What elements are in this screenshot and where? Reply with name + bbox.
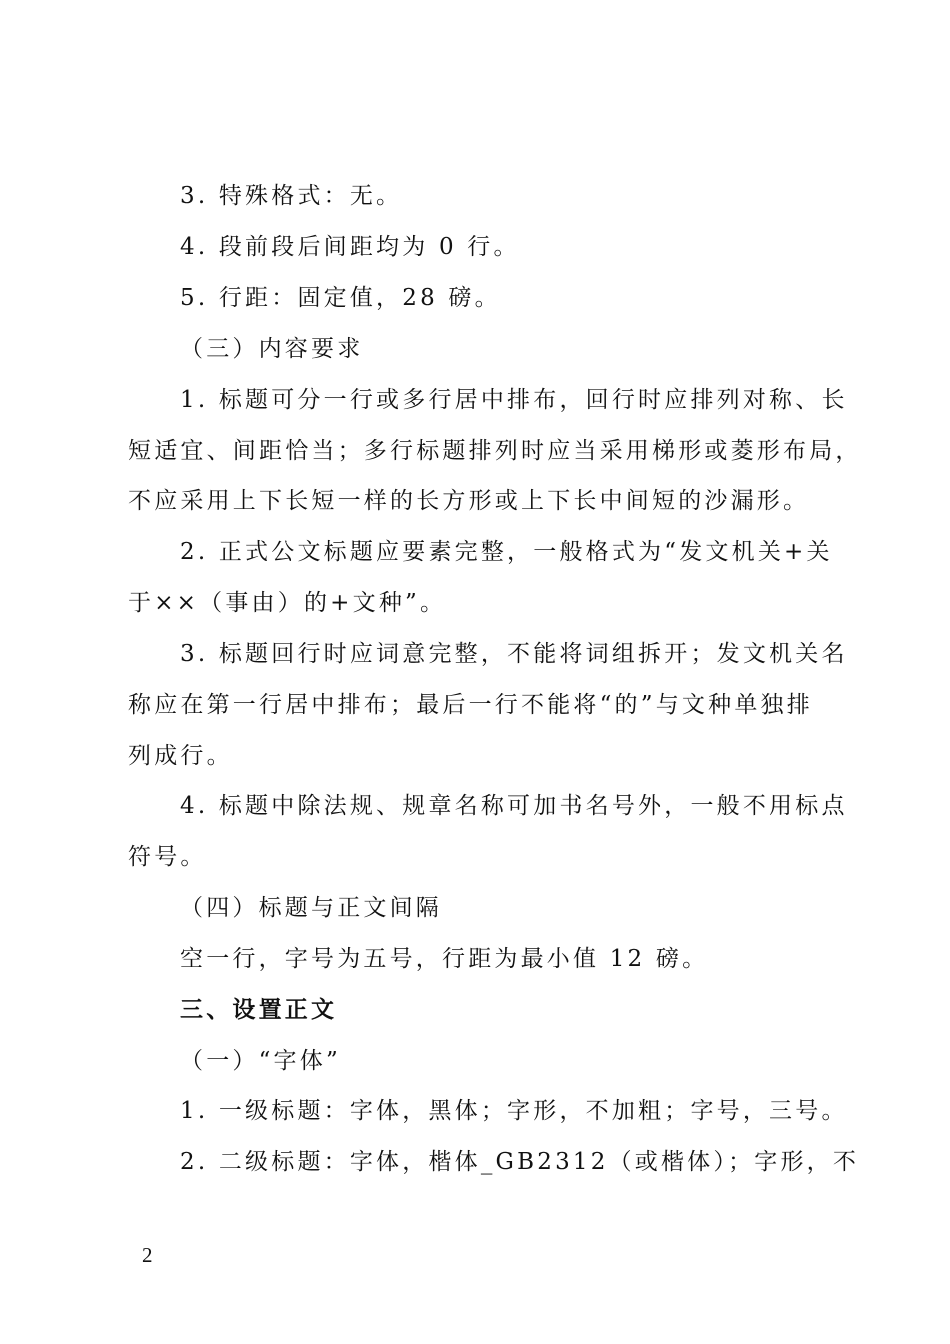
body-line: 称应在第一行居中排布；最后一行不能将“的”与文种单独排 [128, 692, 813, 718]
subheading: （三）内容要求 [180, 336, 364, 362]
body-line: 3. 标题回行时应词意完整，不能将词组拆开；发文机关名 [180, 641, 848, 667]
body-line: 1. 一级标题：字体，黑体；字形，不加粗；字号，三号。 [180, 1098, 848, 1124]
body-line: 3. 特殊格式：无。 [180, 183, 403, 209]
body-line: 短适宜、间距恰当；多行标题排列时应当采用梯形或菱形布局， [128, 438, 862, 464]
subheading: （四）标题与正文间隔 [180, 895, 442, 921]
body-line: 空一行，字号为五号，行距为最小值 12 磅。 [180, 946, 709, 972]
section-heading: 三、设置正文 [180, 996, 338, 1023]
subheading: （一）“字体” [180, 1048, 341, 1074]
body-line: 2. 二级标题：字体，楷体_GB2312（或楷体）；字形，不 [180, 1149, 860, 1175]
body-line: 列成行。 [128, 743, 233, 769]
body-line: 于××（事由）的+文种”。 [128, 590, 447, 616]
body-line: 4. 标题中除法规、规章名称可加书名号外，一般不用标点 [180, 793, 848, 819]
body-line: 4. 段前段后间距均为 0 行。 [180, 234, 520, 260]
body-line: 1. 标题可分一行或多行居中排布，回行时应排列对称、长 [180, 387, 848, 413]
page-number: 2 [142, 1243, 153, 1267]
body-line: 5. 行距：固定值，28 磅。 [180, 285, 501, 311]
body-line: 2. 正式公文标题应要素完整，一般格式为“发文机关+关 [180, 539, 833, 565]
body-line: 不应采用上下长短一样的长方形或上下长中间短的沙漏形。 [128, 488, 810, 514]
body-line: 符号。 [128, 844, 207, 870]
